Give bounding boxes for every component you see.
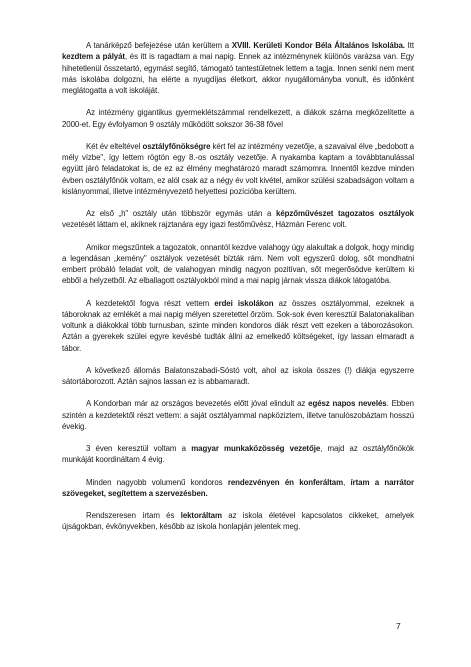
text-run: 3 éven keresztül voltam a xyxy=(86,444,192,453)
text-run: Rendszeresen írtam és xyxy=(86,511,181,520)
bold-phrase: rendezvényen én konferáltam xyxy=(227,477,344,487)
text-run: , majd az osztályfőnökök munkáját koordináltam 4 évig. xyxy=(62,444,414,465)
paragraph xyxy=(62,298,414,354)
bold-phrase: képzőművészet tagozatos osztályok xyxy=(276,209,414,218)
bold-phrase: kezdtem a pályát xyxy=(62,52,125,62)
paragraph xyxy=(62,242,414,287)
text-run: Amikor megszűntek a tagozatok, onnantól kezdve valahogy úgy alakultak a dolgok, hogy mindig a legendásan „kemény" osztályok vezetését bízták rám. Nem volt egyszerű dolog, sőt mondhatni embert próbáló feladat volt, de valahogyan mindig nagyon pozitívan, sőt megerősödve kerültem ki ebből a helyzetből. Az elballagott osztályokból mind a mai napig járnak vissza diákok látogatóba. xyxy=(62,242,414,286)
paragraph xyxy=(62,208,414,231)
paragraph xyxy=(62,510,414,533)
paragraph xyxy=(62,398,414,432)
paragraph xyxy=(62,107,414,130)
text-run: Két év elteltével xyxy=(86,141,143,151)
text-run: vezetését láttam el, akiknek rajztanára egy igazi festőművész, Házmán Ferenc volt. xyxy=(62,220,347,230)
text-run: A tanárképző befejezése után kerültem a xyxy=(86,41,232,50)
text-run: A következő állomás Balatonszabadi-Sóstó volt, ahol az iskola összes (!) diákja egyszerre sátortáborozott. Aztán sajnos lassan ez is abbamaradt. xyxy=(62,365,414,386)
text-run: Az intézmény gigantikus gyermeklétszámmal rendelkezett, a diákok száma megközelítette a 2000-et. Egy évfolyamon 9 osztály működött sokszor 36-38 fővel xyxy=(62,108,414,129)
text-run: . Ebben szintén a kezdetektől részt vettem: a saját osztályammal napköziztem, illetve tanulószobáztam hosszú évekig. xyxy=(62,399,414,431)
bold-phrase: XVIII. Kerületi Kondor Béla Általános Iskolába. xyxy=(231,41,405,50)
text-run: A kezdetektől fogva részt vettem xyxy=(86,298,215,308)
bold-phrase: osztályfőnökségre xyxy=(142,141,211,151)
paragraph xyxy=(62,443,414,466)
bold-phrase: magyar munkaközösség vezetője xyxy=(191,444,321,453)
paragraph xyxy=(62,477,414,500)
text-run: kért fel az intézmény vezetője, a szavaival élve „bedobott a mély vízbe", így lettem rögtön egy 8.-os osztály vezetője. A nyakamba kaptam a továbbtanulással együtt járó feladatokat is, de ez az élmény meghatározó maradt számomra. Innentől kezdve minden évben osztályfőnök voltam, ez alól csak az a négy év volt kivétel, amikor szülési szabadságon voltam a kislányommal, illetve intézményvezető helyettesi pozícióba kerültem. xyxy=(62,141,414,196)
bold-phrase: írtam a narrátor szövegeket, segítettem a szervezésben. xyxy=(62,477,414,498)
text-run: Minden nagyobb volumenű kondoros xyxy=(86,477,228,487)
bold-phrase: egész napos nevelés xyxy=(308,399,387,409)
bold-phrase: erdei iskolákon xyxy=(214,298,274,308)
paragraph xyxy=(62,40,414,96)
text-run: , xyxy=(343,477,351,487)
bold-phrase: lektoráltam xyxy=(180,511,222,520)
text-run: Az első „h" osztály után többször egymás után a xyxy=(86,209,277,218)
text-run: A Kondorban már az országos bevezetés előtt jóval elindult az xyxy=(86,399,309,409)
text-run: Itt xyxy=(404,41,414,50)
text-run: az iskola életével kapcsolatos cikkeket, amelyek újságokban, évkönyvekben, később az iskola honlapján jelentek meg. xyxy=(62,511,414,532)
page-number: 7 xyxy=(396,621,401,631)
text-run: , és itt is ragadtam a mai napig. Ennek az intézménynek különös varázsa van. Egy hihetetlenül összetartó, egymást segítő, támogató tantestületnek lettem a tagja. Innen senki nem ment más iskolába dolgozni, ha elérte a nyugdíjas életkort, akkor nyugállományba vonult, és időnként meglátogatta a volt iskoláját. xyxy=(62,52,415,95)
paragraph xyxy=(62,365,414,388)
text-run: az összes osztályommal, ezeknek a táboroknak az emlékét a mai napig mélyen szeretettel őrzöm. Sok-sok éven keresztül Balatonakaliban voltunk a diákokkal több turnusban, szinte minden kondoros diák részt vett ezeken a táborozásokon. Aztán a gyerekek szülei egyre kevésbé tudták állni az emelkedő költségeket, így lassan elmaradt a tábor. xyxy=(62,298,414,353)
paragraph xyxy=(62,141,414,197)
body-text xyxy=(62,40,414,544)
